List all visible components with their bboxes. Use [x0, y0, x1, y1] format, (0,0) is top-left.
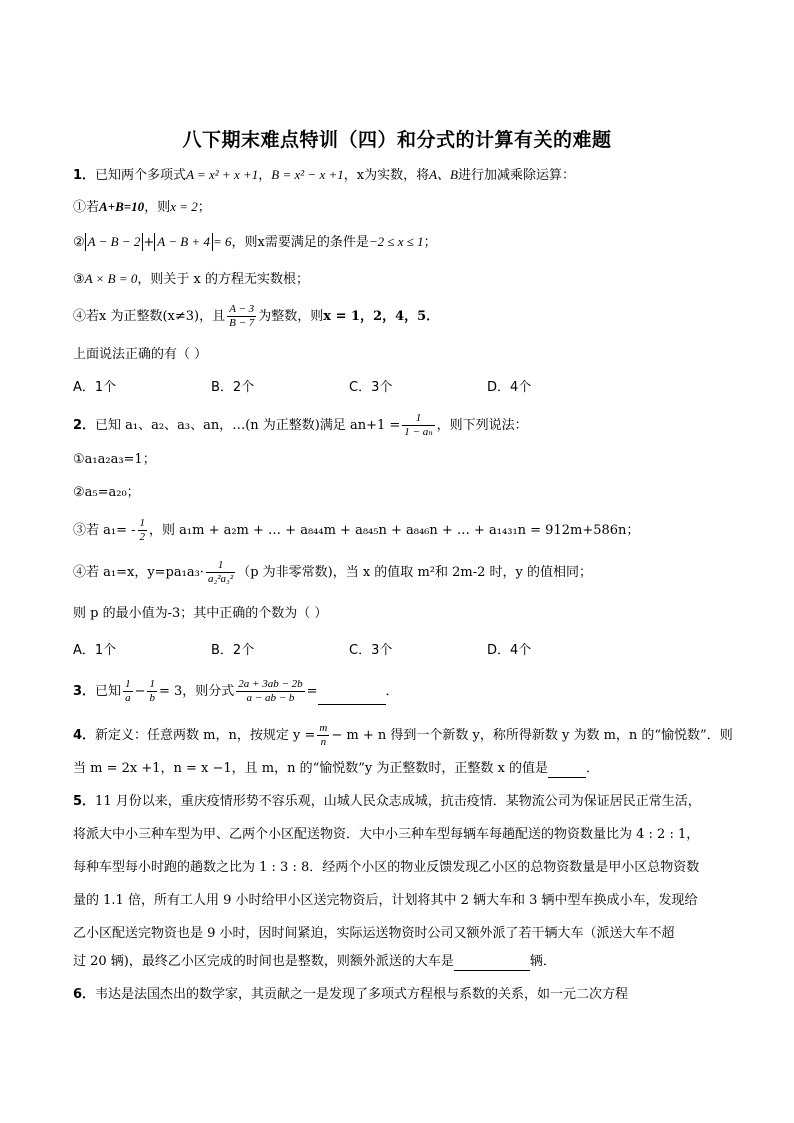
q3-fraction-1 [123, 678, 133, 705]
q2-option-a[interactable]: A．1个 [73, 643, 117, 658]
q4-fraction [317, 722, 329, 749]
q4-text-b: − m + n 得到一个新数 y，称所得新数 y 为数 m，n 的“愉悦数”．则 [331, 728, 733, 743]
q2-s3-b: ，则 a₁m + a₂m + … + a₈₄₄m + a₈₄₅n + a₈₄₆n + … + a₁₄₃₁n = 912m+586n； [149, 523, 640, 538]
q2-frac-numerator: 1 [402, 412, 434, 426]
q2-stem-end: ，则下列说法： [436, 418, 528, 433]
q1-s3-eq: A × B = 0 [84, 271, 138, 286]
q4-number: 4． [73, 728, 96, 743]
q3-number: 3． [73, 684, 96, 699]
q1-options [73, 379, 625, 397]
q3-f1-numerator: 1 [125, 678, 131, 690]
q3-f3-denominator: a − ab − b [246, 692, 295, 704]
q2-statement-3 [73, 517, 639, 544]
q1-s4-numerator: A − 3 [227, 303, 256, 317]
q5-text-6: 过 20 辆)，最终乙小区完成的时间也是整数，则额外派送的大车是 [73, 954, 454, 969]
q3-end: ． [385, 684, 399, 699]
q3-fraction-2 [147, 678, 157, 705]
q1-s2-plus: + [143, 235, 155, 250]
q2-option-d[interactable]: D．4个 [487, 643, 532, 658]
q1-s4-fraction [227, 303, 256, 330]
q1-s1-cond: A+B=10 [99, 199, 145, 214]
q1-option-c[interactable]: C．3个 [349, 380, 393, 395]
q1-statement-1 [73, 198, 211, 217]
q3-text-b: = 3，则分式 [158, 684, 235, 699]
q2-s4-numerator: 1 [206, 559, 235, 573]
q1-option-a[interactable]: A．1个 [73, 380, 117, 395]
q5-line-5: 乙小区配送完物资也是 9 小时，因时间紧迫，实际运送物资时公司又额外派了若干辆大车（派送大车不超 [73, 926, 675, 941]
q2-statement-1: ①a₁a₂a₃=1； [73, 452, 156, 467]
q2-s4-fraction [206, 559, 235, 586]
q3-f1-denominator: a [125, 692, 131, 704]
q4-answer-blank[interactable] [548, 763, 586, 778]
q2-frac-denominator: 1 − aₙ [404, 426, 433, 438]
q5-answer-blank[interactable] [454, 956, 530, 971]
q1-s2-mark: ② [73, 235, 85, 250]
q1-s1-rest: ，则 [144, 200, 171, 215]
q1-s2-abs1: A − B − 2 [85, 233, 144, 251]
q1-stem-text-c: 进行加减乘除运算： [457, 168, 575, 183]
q3-f3-numerator: 2a + 3ab − 2b [238, 678, 303, 690]
q1-s3-rest: ，则关于 x 的方程无实数根； [137, 272, 309, 287]
q1-s2-range: −2 ≤ x ≤ 1 [368, 234, 424, 249]
q3-fraction-3 [236, 678, 304, 705]
q4-text-c: 当 m = 2x +1，n = x −1，且 m，n 的“愉悦数”y 为正整数时，正整数 x 的值是 [73, 761, 549, 776]
q1-s3-mark: ③ [73, 272, 85, 287]
q1-s1-end: ； [197, 200, 211, 215]
q1-s4-val: x = 1，2，4，5． [323, 309, 440, 324]
q2-s3-denominator: 2 [139, 531, 146, 543]
q4-f-denominator: n [320, 736, 327, 748]
q1-s4-mid: 为整数，则 [258, 309, 324, 324]
q1-s2-eq: = 6 [212, 234, 232, 249]
q2-stem [73, 412, 528, 439]
q2-option-c[interactable]: C．3个 [349, 643, 393, 658]
page-title: 八下期末难点特训（四）和分式的计算有关的难题 [182, 129, 612, 151]
q1-poly-a: A = x² + x +1 [186, 167, 259, 182]
q2-statement-2: ②a₅=a₂₀； [73, 485, 140, 500]
q1-s2-end: ； [423, 235, 437, 250]
q2-s4-a: ④若 a₁=x，y=pa₁a₃· [73, 565, 204, 580]
q3-f2-numerator: 1 [149, 678, 155, 690]
q5-text-1: 11 月份以来，重庆疫情形势不容乐观，山城人民众志成城，抗击疫情．某物流公司为保证居民正常生活， [95, 794, 701, 809]
q2-statement-4-cont: 则 p 的最小值为-3；其中正确的个数为（ ） [73, 606, 328, 621]
q1-stem-text: 已知两个多项式 [95, 168, 187, 183]
q1-s1-val: x = 2 [170, 199, 198, 214]
q1-s2-abs2: A − B + 4 [154, 233, 213, 251]
q1-statement-4 [73, 303, 439, 330]
q1-s1-mark: ①若 [73, 200, 100, 215]
q1-s4-mark: ④若 [73, 309, 100, 324]
q1-s4-denominator: B − 7 [229, 317, 255, 329]
q5-line-3: 每种车型每小时跑的趟数之比为 1 : 3 : 8．经两个小区的物业反馈发现乙小区的总物资数量是甲小区总物资数 [73, 860, 700, 875]
q3-minus: − [134, 684, 146, 699]
q1-statement-3 [73, 270, 309, 289]
q3-stem [73, 678, 399, 705]
q6-number: 6． [73, 987, 96, 1002]
q3-text-c: = [306, 684, 318, 699]
q1-number: 1． [73, 168, 96, 183]
q1-poly-b: B = x² − x +1 [271, 167, 344, 182]
q4-f-numerator: m [319, 722, 328, 734]
q5-line-2: 将派大中小三种车型为甲、乙两个小区配送物资．大中小三种车型每辆车每趟配送的物资数量比为 4 : 2 : 1， [73, 827, 700, 842]
q2-s4-denominator: a₂²a₃² [207, 573, 234, 585]
q6-stem [73, 986, 628, 1004]
q1-ask: 上面说法正确的有（ ） [73, 347, 208, 362]
q2-fraction [402, 412, 434, 439]
q2-s3-a: ③若 a₁= - [73, 523, 136, 538]
q4-stem [73, 722, 733, 749]
q5-line-1 [73, 793, 701, 811]
q2-s3-fraction [138, 517, 148, 544]
q1-option-d[interactable]: D．4个 [487, 380, 532, 395]
q2-stem-text: 已知 a₁、a₂、a₃、an，…(n 为正整数)满足 an+1 = [95, 418, 401, 433]
q2-number: 2． [73, 418, 96, 433]
q1-stem-text-b: ，x为实数，将 [343, 168, 430, 183]
q1-stem: 1．已知两个多项式A = x² + x +1，B = x² − x +1，x为实数，将A、B进行加减乘除运算： [73, 167, 575, 183]
q1-ab: A、B [429, 167, 458, 182]
q3-answer-blank[interactable] [318, 690, 386, 705]
q5-line-6 [73, 953, 556, 971]
q4-end: ． [586, 761, 600, 776]
q6-text: 韦达是法国杰出的数学家，其贡献之一是发现了多项式方程根与系数的关系，如一元二次方程 [95, 987, 629, 1002]
q2-s4-b: （p 为非零常数)，当 x 的值取 m²和 2m-2 时，y 的值相同； [237, 565, 592, 580]
q5-number: 5． [73, 794, 96, 809]
q2-options [73, 642, 625, 660]
q3-text-a: 已知 [95, 684, 122, 699]
q4-text-a: 新定义：任意两数 m，n，按规定 y = [95, 728, 316, 743]
q1-option-b[interactable]: B．2个 [211, 380, 255, 395]
q5-end: 辆． [529, 954, 556, 969]
q2-option-b[interactable]: B．2个 [211, 643, 255, 658]
q4-stem-cont [73, 760, 599, 778]
q5-line-4: 量的 1.1 倍，所有工人用 9 小时给甲小区送完物资后，计划将其中 2 辆大车和 3 辆中型车换成小车，发现给 [73, 893, 698, 908]
q1-s2-rest: ，则x需要满足的条件是 [231, 235, 369, 250]
q1-s4-rest: x 为正整数(x≠3)，且 [99, 309, 226, 324]
q2-s3-numerator: 1 [139, 517, 146, 529]
q3-f2-denominator: b [149, 692, 155, 704]
q1-statement-2 [73, 233, 437, 252]
q2-statement-4 [73, 559, 592, 586]
